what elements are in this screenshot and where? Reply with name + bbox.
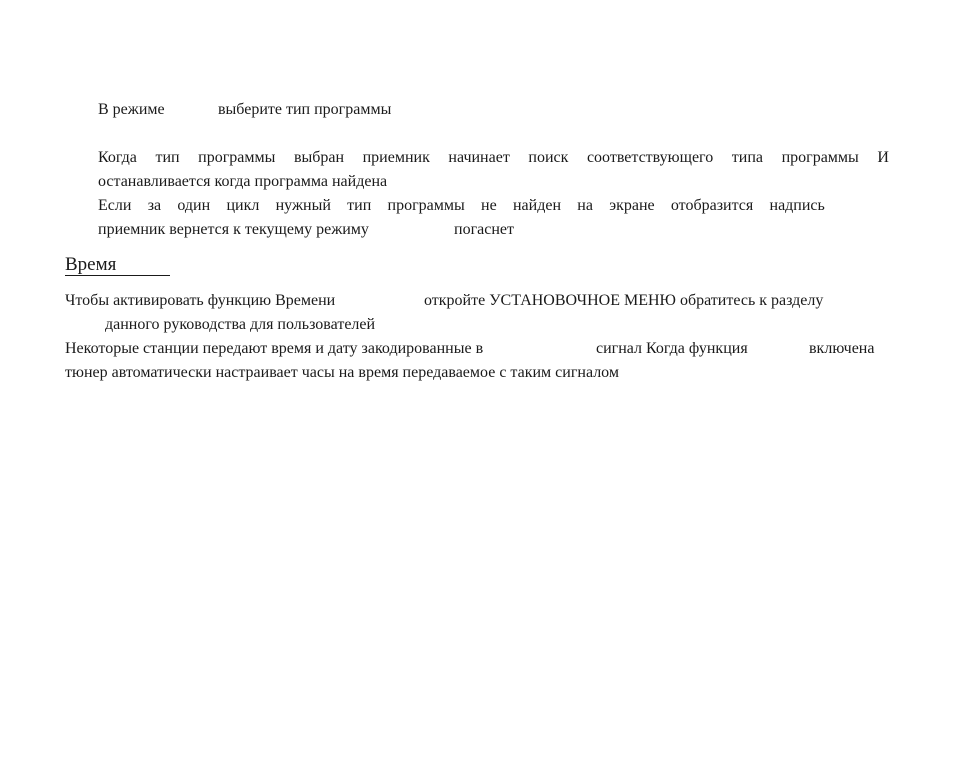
- word: отобразится: [670, 197, 754, 214]
- word: выбран: [293, 149, 345, 166]
- word: программы: [198, 149, 276, 166]
- word: И: [877, 149, 889, 166]
- word: приемник: [362, 149, 430, 166]
- time-activation-line-1: [65, 291, 890, 311]
- time-signal-line-1: [65, 339, 890, 359]
- section-heading: Время: [65, 254, 117, 275]
- word: программы: [387, 197, 465, 214]
- search-paragraph-line-1: [98, 148, 889, 168]
- activation-text-end: откройте УСТАНОВОЧНОЕ МЕНЮ обратитесь к разделу: [424, 292, 824, 309]
- heading-underline: [65, 275, 170, 276]
- word: начинает: [448, 149, 510, 166]
- mode-instruction-prefix: В режиме: [98, 101, 165, 118]
- word: нужный: [275, 197, 331, 214]
- word: Когда: [98, 149, 137, 166]
- word: экране: [609, 197, 655, 214]
- time-activation-line-2: данного руководства для пользователей: [105, 316, 376, 333]
- word: на: [577, 197, 593, 214]
- word: за: [147, 197, 162, 214]
- not-found-paragraph-line-2: [98, 220, 598, 240]
- time-signal-line-2: тюнер автоматически настраивает часы на время передаваемое с таким сигналом: [65, 364, 619, 381]
- signal-text-start: Некоторые станции передают время и дату закодированные в: [65, 340, 484, 357]
- activation-text-start: Чтобы активировать функцию Времени: [65, 292, 336, 309]
- word: тип: [155, 149, 180, 166]
- goes-out-text: погаснет: [454, 221, 514, 238]
- signal-text-end: включена: [809, 340, 875, 357]
- search-paragraph-line-2: останавливается когда программа найдена: [98, 173, 388, 190]
- word: тип: [347, 197, 372, 214]
- mode-instruction-suffix: выберите тип программы: [218, 101, 392, 118]
- word: цикл: [226, 197, 260, 214]
- word: поиск: [528, 149, 569, 166]
- word: один: [177, 197, 211, 214]
- word: соответствующего: [586, 149, 714, 166]
- not-found-paragraph-line-1: [98, 196, 825, 216]
- word: не: [481, 197, 497, 214]
- word: надпись: [769, 197, 825, 214]
- signal-text-middle: сигнал Когда функция: [596, 340, 748, 357]
- mode-instruction-line: [98, 100, 498, 120]
- word: программы: [781, 149, 859, 166]
- return-mode-text: приемник вернется к текущему режиму: [98, 221, 369, 238]
- word: Если: [98, 197, 132, 214]
- word: типа: [731, 149, 763, 166]
- word: найден: [512, 197, 562, 214]
